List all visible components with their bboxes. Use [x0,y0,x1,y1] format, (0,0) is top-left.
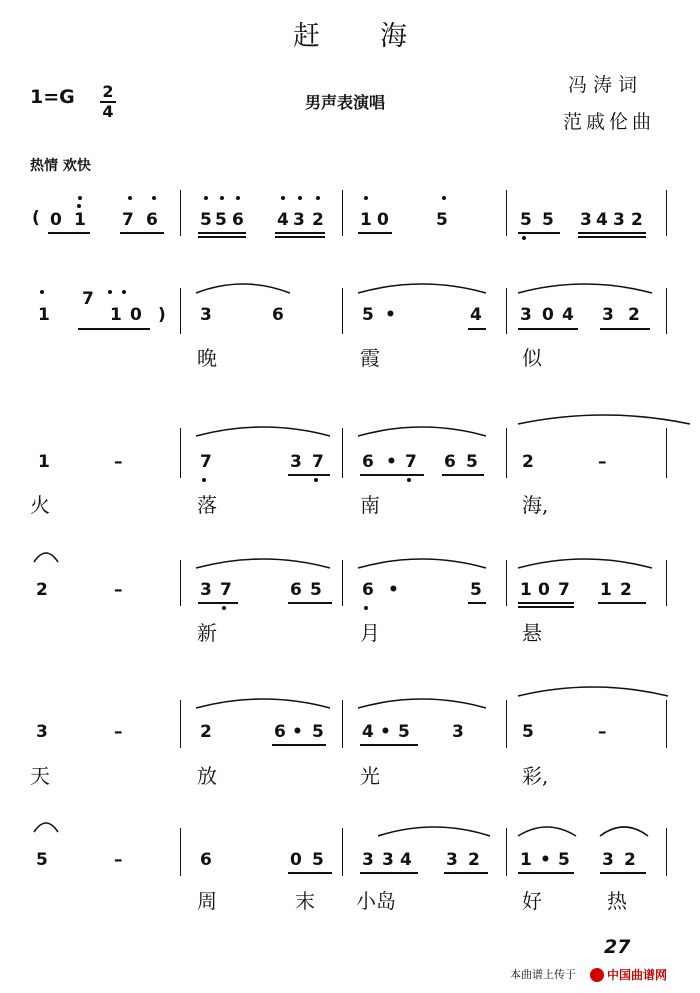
slur-arc [34,553,58,562]
notation-glyph: 4 [277,210,289,230]
beam-underline [358,232,392,234]
slur-arc [518,284,652,293]
notation-glyph: 3 [382,850,394,870]
lyric-syllable: 南 [360,493,380,517]
notation-glyph: 3 [602,305,614,325]
notation-glyph: 5 [466,452,478,472]
notation-glyph: 3 [580,210,592,230]
notation-glyph: – [114,580,123,600]
beam-underline [578,236,646,238]
beam-underline [360,872,418,874]
footer-prefix: 本曲谱上传于 [510,968,576,981]
octave-dot [364,196,368,200]
barline [342,190,343,236]
lyric-syllable: 彩, [522,764,549,788]
site-name [607,966,667,983]
octave-dot [298,196,302,200]
notation-glyph: 4 [362,722,374,742]
beam-underline [518,602,574,604]
site-name-text: 中国曲谱网 [607,968,668,982]
notation-glyph: 3 [290,452,302,472]
lyric-syllable: 好 [522,889,542,913]
lyricist-credit: 冯涛词 [568,74,644,96]
notation-glyph: 4 [400,850,412,870]
beam-underline [518,606,574,608]
notation-glyph: 2 [522,452,534,472]
lyric-syllable: 似 [522,346,542,370]
lyric-syllable: 热 [607,889,627,913]
notation-glyph: 7 [312,452,324,472]
notation-glyph: 5 [436,210,448,230]
slur-arc [518,559,652,568]
notation-glyph: 5 [542,210,554,230]
notation-glyph: 6 [290,580,302,600]
notation-glyph: 5 [522,722,534,742]
beam-underline [598,602,646,604]
notation-glyph: 1 [110,305,122,325]
slur-arc [358,559,486,568]
notation-glyph: 6 [362,580,374,600]
beam-underline [468,328,486,330]
notation-glyph: 4 [470,305,482,325]
octave-dot [316,196,320,200]
notation-glyph: 0 [50,210,62,230]
lyric-syllable: 新 [197,621,217,645]
octave-dot [407,478,411,482]
notation-glyph: 5 [558,850,570,870]
lyric-syllable: 小岛 [356,889,396,913]
notation-glyph: 1 [38,305,50,325]
slur-arc [518,827,576,836]
notation-glyph: 0 [290,850,302,870]
notation-glyph: 5 [200,210,212,230]
notation-glyph: • [386,452,397,472]
octave-dot [204,196,208,200]
notation-glyph: • [292,722,303,742]
notation-glyph: 7 [558,580,570,600]
slur-arc [196,699,330,708]
notation-glyph: 3 [36,722,48,742]
notation-glyph: 4 [562,305,574,325]
octave-dot [128,196,132,200]
lyric-syllable: 霞 [360,346,380,370]
lyric-syllable: 光 [360,764,380,788]
notation-glyph: 4 [596,210,608,230]
key-signature: 1=G [30,86,75,108]
notation-glyph: 3 [200,305,212,325]
notation-glyph: 7 [220,580,232,600]
notation-glyph: 2 [620,580,632,600]
notation-glyph: 7 [405,452,417,472]
notation-glyph: 3 [200,580,212,600]
notation-glyph: 3 [520,305,532,325]
beam-underline [198,602,238,604]
octave-dot [40,290,44,294]
beam-underline [518,328,578,330]
slur-arc [196,427,330,436]
beam-underline [198,232,246,234]
notation-glyph: – [598,722,607,742]
notation-glyph: 7 [122,210,134,230]
notation-glyph: 5 [520,210,532,230]
slur-arc [378,827,490,836]
beam-underline [360,744,418,746]
beam-underline [600,872,646,874]
notation-glyph: ( [32,208,40,228]
notation-glyph: 5 [310,580,322,600]
barline [666,428,667,478]
barline [506,288,507,334]
lyric-syllable: 月 [360,621,380,645]
notation-glyph: 1 [38,452,50,472]
notation-glyph: 6 [362,452,374,472]
lyric-syllable: 放 [197,764,217,788]
notation-glyph: 6 [200,850,212,870]
notation-glyph: 5 [312,722,324,742]
lyric-syllable: 落 [197,493,217,517]
notation-glyph: 0 [377,210,389,230]
notation-glyph: ) [158,305,166,325]
notation-glyph: 1 [520,850,532,870]
notation-glyph: 5 [36,850,48,870]
barline [342,828,343,876]
barline [506,828,507,876]
octave-dot [202,478,206,482]
barline [666,828,667,876]
notation-glyph: 5 [312,850,324,870]
notation-glyph: 3 [362,850,374,870]
octave-dot [108,290,112,294]
octave-dot [222,606,226,610]
notation-glyph: 6 [272,305,284,325]
beam-underline [120,232,164,234]
site-logo-icon [590,968,604,982]
beam-underline [288,872,332,874]
octave-dot [522,236,526,240]
meter-top: 2 [102,82,114,101]
notation-glyph: 1 [520,580,532,600]
notation-glyph: • [540,850,551,870]
notation-glyph: – [114,722,123,742]
notation-glyph: 0 [130,305,142,325]
barline [506,560,507,606]
barline [180,428,181,478]
notation-glyph: 5 [362,305,374,325]
notation-glyph: 6 [146,210,158,230]
barline [180,190,181,236]
octave-dot [78,196,82,200]
beam-underline [442,474,484,476]
notation-glyph: 2 [36,580,48,600]
lyric-syllable: 海, [522,493,549,517]
octave-dot [364,606,368,610]
slur-arc [196,559,330,568]
beam-underline [288,602,332,604]
beam-underline [275,236,325,238]
notation-glyph: – [114,850,123,870]
beam-underline [360,474,424,476]
notation-glyph: 3 [613,210,625,230]
notation-glyph: 2 [468,850,480,870]
notation-glyph: 3 [602,850,614,870]
notation-glyph: 1 [360,210,372,230]
lyric-syllable: 周 [197,889,217,913]
notation-glyph: 3 [452,722,464,742]
barline [666,288,667,334]
beam-underline [198,236,246,238]
notation-glyph: 5 [470,580,482,600]
notation-glyph: 2 [624,850,636,870]
octave-dot [314,478,318,482]
upload-footer [510,966,576,982]
notation-glyph: 1 [74,210,86,230]
barline [180,560,181,606]
slur-arc [358,699,486,708]
octave-dot [281,196,285,200]
performance-style: 男声表演唱 [305,93,386,112]
notation-glyph: 0 [542,305,554,325]
beam-underline [78,328,150,330]
notation-glyph: • [380,722,391,742]
octave-dot [152,196,156,200]
notation-glyph: 1 [600,580,612,600]
slur-arc [358,284,486,293]
barline [342,560,343,606]
tempo-marking: 热情 欢快 [30,158,91,174]
lyric-syllable: 火 [30,493,50,517]
beam-underline [48,232,90,234]
barline [342,428,343,478]
lyric-syllable: 晚 [197,346,217,370]
slur-arc [358,427,486,436]
barline [342,700,343,748]
beam-underline [444,872,488,874]
slur-arc [196,284,290,293]
lyric-syllable: 悬 [522,621,542,645]
notation-glyph: 5 [398,722,410,742]
barline [506,190,507,236]
notation-glyph: – [598,452,607,472]
slur-arc [518,687,668,696]
notation-glyph: • [388,580,399,600]
barline [666,700,667,748]
octave-dot [220,196,224,200]
beam-underline [518,872,574,874]
octave-dot [236,196,240,200]
song-title: 赶海 [293,21,467,52]
barline [506,700,507,748]
barline [180,828,181,876]
notation-glyph: 2 [631,210,643,230]
barline [506,428,507,478]
beam-underline [468,602,486,604]
barline [180,288,181,334]
slur-arc [600,827,648,836]
beam-underline [578,232,646,234]
beam-underline [518,232,560,234]
notation-glyph: 3 [293,210,305,230]
barline [342,288,343,334]
beam-underline [275,232,325,234]
lyric-syllable: 天 [30,764,50,788]
notation-glyph: 2 [312,210,324,230]
notation-glyph: • [385,305,396,325]
beam-underline [600,328,650,330]
slur-arc [34,823,58,832]
notation-glyph: 5 [215,210,227,230]
notation-glyph: 6 [232,210,244,230]
composer-credit: 范戚伦曲 [563,111,656,133]
beam-underline [288,474,330,476]
beam-underline [272,744,326,746]
page-number: 27 [604,936,631,958]
notation-glyph: 6 [274,722,286,742]
notation-glyph: 6 [444,452,456,472]
lyric-syllable: 末 [295,889,315,913]
barline [666,190,667,236]
slur-arc [518,415,690,424]
barline [180,700,181,748]
notation-glyph: 0 [538,580,550,600]
notation-glyph: 7 [82,289,94,309]
notation-glyph: 2 [628,305,640,325]
octave-dot [77,204,81,208]
octave-dot [442,196,446,200]
notation-glyph: 2 [200,722,212,742]
notation-glyph: 3 [446,850,458,870]
meter-bottom: 4 [102,102,114,121]
octave-dot [122,290,126,294]
notation-glyph: 7 [200,452,212,472]
barline [666,560,667,606]
notation-glyph: – [114,452,123,472]
